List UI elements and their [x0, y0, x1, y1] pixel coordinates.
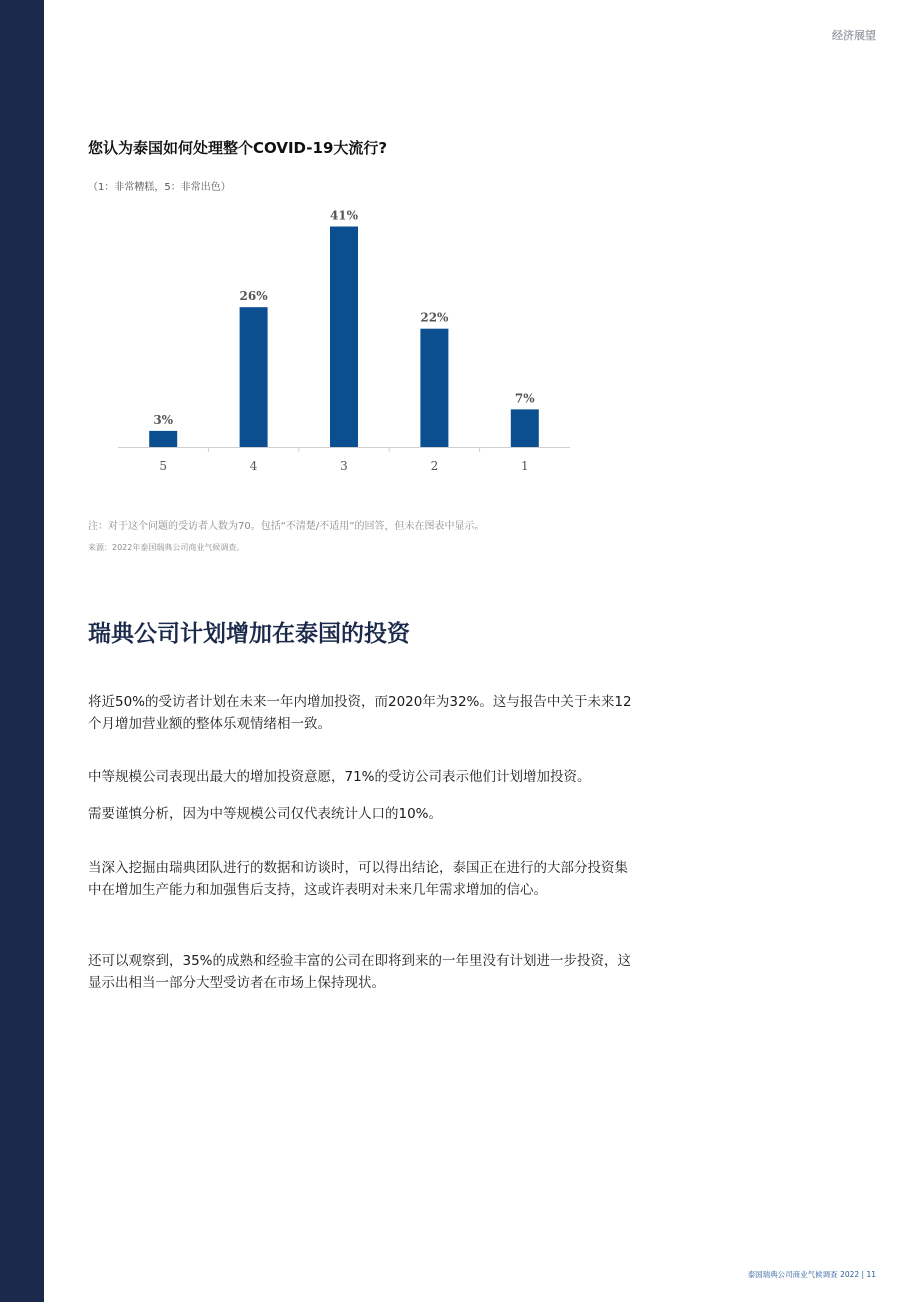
paragraph-1: 将近50%的受访者计划在未来一年内增加投资，而2020年为32%。这与报告中关于未来12个月增加营业额的整体乐观情绪相一致。: [88, 694, 632, 732]
section-heading: 瑞典公司计划增加在泰国的投资: [88, 621, 410, 647]
paragraph-2: 中等规模公司表现出最大的增加投资意愿，71%的受访公司表示他们计划增加投资。: [88, 769, 591, 785]
bar-2: [420, 329, 448, 447]
bar-5: [149, 431, 177, 447]
x-tick-label-3: 3: [340, 459, 348, 473]
bar-3: [330, 227, 358, 447]
paragraph-5: 还可以观察到，35%的成熟和经验丰富的公司在即将到来的一年里没有计划进一步投资，这显示出相当一部分大型受访者在市场上保持现状。: [88, 953, 632, 991]
bar-1: [511, 409, 539, 447]
bar-chart: [110, 205, 580, 490]
paragraph-4: 当深入挖掘由瑞典团队进行的数据和访谈时，可以得出结论，泰国正在进行的大部分投资集中在增加生产能力和加强售后支持，这或许表明对未来几年需求增加的信心。: [88, 860, 628, 898]
page-footer: 泰国瑞典公司商业气候调查 2022 | 11: [747, 1270, 876, 1279]
bar-4: [240, 307, 268, 447]
x-tick-label-4: 4: [249, 459, 258, 473]
chart-title: 您认为泰国如何处理整个COVID-19大流行?: [88, 139, 388, 157]
x-tick-label-2: 2: [430, 459, 439, 473]
data-label-1: 7%: [514, 391, 535, 406]
sidebar-band: [0, 0, 44, 1302]
section-tag: 经济展望: [832, 29, 876, 42]
chart-subtitle: （1：非常糟糕，5：非常出色）: [88, 182, 231, 193]
x-tick-label-1: 1: [520, 459, 529, 473]
chart-note: 注：对于这个问题的受访者人数为70。包括“不清楚/不适用”的回答，但未在图表中显示。: [88, 521, 485, 532]
data-label-4: 26%: [239, 289, 268, 304]
x-tick-label-5: 5: [159, 459, 168, 473]
paragraph-3: 需要谨慎分析，因为中等规模公司仅代表统计人口的10%。: [88, 806, 443, 822]
data-label-5: 3%: [153, 412, 174, 427]
chart-source: 来源：2022年泰国瑞典公司商业气候调查。: [88, 543, 245, 552]
data-label-3: 41%: [329, 208, 359, 223]
data-label-2: 22%: [420, 310, 449, 325]
